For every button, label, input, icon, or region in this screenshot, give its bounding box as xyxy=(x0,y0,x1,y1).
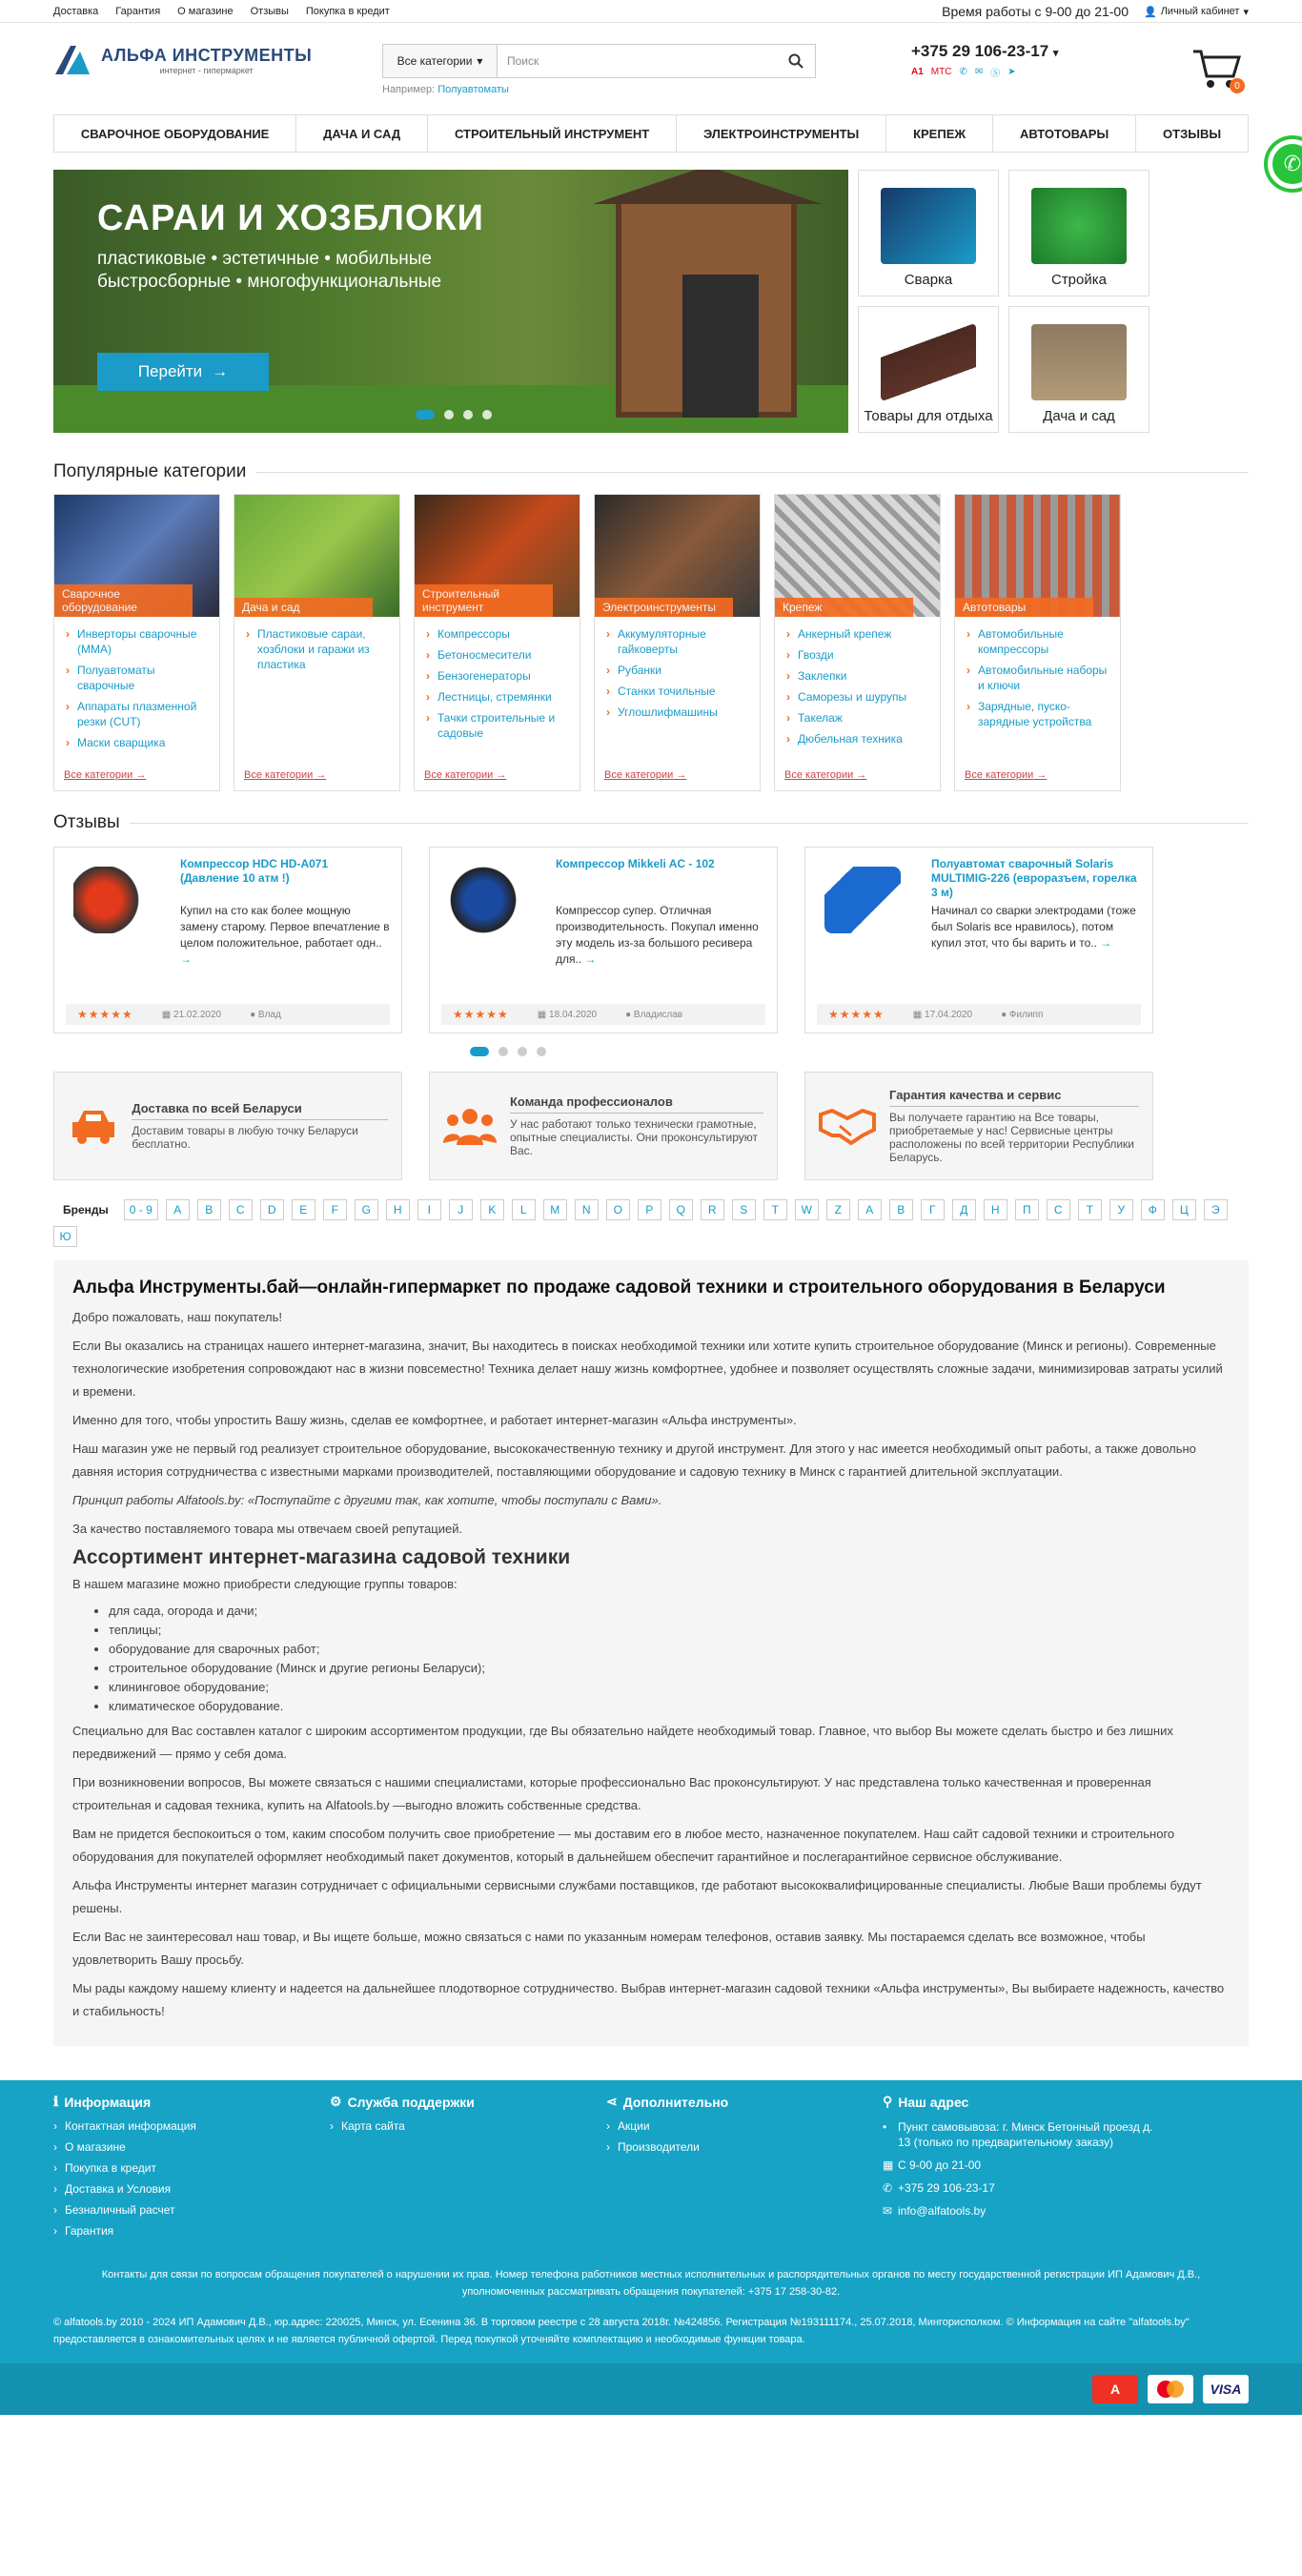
hero-banner[interactable] xyxy=(53,170,848,433)
footer-support: ⚙ Служба поддержки › Карта сайта xyxy=(330,2094,606,2245)
product-image[interactable] xyxy=(449,867,525,933)
footer-copyright: © alfatools.by 2010 - 2024 ИП Адамович Д.В., юр.адрес: 220025, Минск, ул. Есенина 36. В торговом реестре с 28 августа 2018г. №424856. Регистрация №193111174., 25.07.2018, Мингорисполком. © Информация на сайте "alfatools.by" предоставляется в ознакомительных целях и не является публичной офертой. Перед покупкой уточняйте комплектацию и необходимые функции товара. xyxy=(53,2317,1190,2345)
category-link[interactable]: › Аккумуляторные гайковерты xyxy=(606,626,748,657)
brand-letter[interactable]: J xyxy=(449,1199,473,1220)
cabinet-label: Личный кабинет xyxy=(1160,6,1240,17)
reviews-dots xyxy=(0,1047,1249,1056)
review-author: ● Филипп xyxy=(1001,1009,1044,1020)
list-item: • климатическое оборудование. xyxy=(109,1697,1230,1716)
seo-principle: Принцип работы Alfatools.by: «Поступайте с другими так, как хотите, чтобы поступали с Вами». xyxy=(72,1493,662,1507)
welding-machine-image xyxy=(881,188,976,264)
seo-paragraph: Специально для Вас составлен каталог с широким ассортиментом продукции, где Вы обязательно найдете необходимый товар. Главное, что выбор Вы можете сделать быстро и без лишних передвижений — прямо у себя дома. xyxy=(72,1724,1173,1761)
user-icon: ● xyxy=(625,1009,634,1020)
product-image[interactable] xyxy=(73,867,150,933)
category-link[interactable]: › Дюбельная техника xyxy=(786,731,928,746)
arrow-right-icon: → xyxy=(212,362,229,380)
brand-letter[interactable]: A xyxy=(166,1199,190,1220)
brand-letter[interactable]: C xyxy=(229,1199,253,1220)
footer-link[interactable]: › Производители xyxy=(606,2140,883,2154)
top-links xyxy=(53,6,390,17)
category-link[interactable]: › Заклепки xyxy=(786,668,928,684)
brand-letter[interactable]: Д xyxy=(952,1199,976,1220)
all-categories-link[interactable]: Все категории → xyxy=(965,769,1047,781)
arrow-right-icon[interactable]: → xyxy=(180,952,192,966)
chevron-down-icon: ▾ xyxy=(477,54,483,68)
category-card xyxy=(954,494,1121,791)
product-image[interactable] xyxy=(824,867,901,933)
footer-link[interactable]: › Покупка в кредит xyxy=(53,2161,330,2175)
feature-delivery xyxy=(53,1072,402,1180)
skype-icon[interactable]: Ⓢ xyxy=(990,69,1001,79)
review-text: Купил на сто как более мощную замену старому. Первое впечатление в целом положительное, работает одн.. xyxy=(180,904,390,950)
arrow-right-icon[interactable]: → xyxy=(1100,936,1112,950)
seo-subheading: Ассортимент интернет-магазина садовой техники xyxy=(72,1546,571,1568)
calendar-icon: ▦ xyxy=(912,1009,926,1020)
handshake-icon xyxy=(819,1097,876,1155)
all-categories-link[interactable]: Все категории → xyxy=(604,769,686,781)
brand-letter[interactable]: I xyxy=(417,1199,441,1220)
tile-label: Товары для отдыха xyxy=(864,408,993,424)
list-item: • теплицы; xyxy=(109,1621,1230,1640)
search-category-select[interactable] xyxy=(383,45,498,77)
seo-list xyxy=(109,1602,1230,1716)
car-icon xyxy=(68,1097,118,1155)
category-link[interactable]: › Углошлифмашины xyxy=(606,705,748,720)
phone-icon: ✆ xyxy=(1283,152,1302,175)
brand-letter[interactable]: H xyxy=(386,1199,410,1220)
user-icon: ● xyxy=(250,1009,258,1020)
seo-paragraph: Альфа Инструменты интернет магазин сотрудничает с официальными сервисными службами поставщиков, где работают высококвалифицированные специалисты. Любые Ваши проблемы будут решены. xyxy=(72,1878,1202,1915)
banner-go-button[interactable] xyxy=(97,353,269,391)
reviews-heading: Отзывы xyxy=(53,812,1249,833)
top-link-delivery[interactable]: Доставка xyxy=(53,6,99,17)
feature-desc: Доставим товары в любую точку Беларуси бесплатно. xyxy=(132,1124,358,1151)
search-button[interactable] xyxy=(777,45,815,77)
review-text: Начинал со сварки электродами (тоже был Solaris все нравилось), потом купил этот, что бы варить и то.. xyxy=(931,904,1136,950)
telegram-icon[interactable]: ➤ xyxy=(1007,67,1016,77)
seo-paragraph: Именно для того, чтобы упростить Вашу жизнь, сделав ее комфортнее, и работает интернет-магазин «Альфа инструменты». xyxy=(72,1413,797,1427)
review-date: ▦ 21.02.2020 xyxy=(161,1009,222,1020)
footer-link[interactable]: › Акции xyxy=(606,2119,883,2133)
category-card xyxy=(414,494,580,791)
category-link[interactable]: › Маски сварщика xyxy=(66,735,208,750)
header xyxy=(0,23,1302,114)
cart-button[interactable] xyxy=(1191,46,1249,93)
brand-letter[interactable]: L xyxy=(512,1199,536,1220)
brand-letter[interactable]: F xyxy=(323,1199,347,1220)
reviews-carousel xyxy=(53,847,1249,1033)
category-label[interactable]: Строительный инструмент xyxy=(415,584,553,617)
category-label[interactable]: Дача и сад xyxy=(234,598,373,617)
feature-desc: Вы получаете гарантию на Все товары, приобретаемые у нас! Сервисные центры расположены по всей территории Республики Беларусь. xyxy=(889,1111,1134,1164)
phone-item[interactable]: ✆ +375 29 106-23-17 xyxy=(883,2181,995,2195)
banner-dot[interactable] xyxy=(416,410,435,419)
category-link[interactable]: › Бетоносмесители xyxy=(426,647,568,663)
review-author: ● Владислав xyxy=(625,1009,683,1020)
search-hint-prefix: Например: xyxy=(382,84,436,95)
footer-link[interactable]: › О магазине xyxy=(53,2140,330,2154)
viber-icon[interactable]: ✆ xyxy=(959,67,967,77)
compressor-image xyxy=(1031,188,1127,264)
seo-paragraph: Добро пожаловать, наш покупатель! xyxy=(72,1310,282,1324)
category-image[interactable] xyxy=(955,495,1120,617)
footer-link[interactable]: › Гарантия xyxy=(53,2224,330,2238)
category-link[interactable]: › Тачки строительные и садовые xyxy=(426,710,568,741)
brand-letter[interactable]: С xyxy=(1047,1199,1070,1220)
brand-letter[interactable]: B xyxy=(197,1199,221,1220)
category-label[interactable]: Сварочное оборудование xyxy=(54,584,193,617)
map-marker-icon: ⚲ xyxy=(883,2094,893,2109)
brand-letter[interactable]: Н xyxy=(984,1199,1007,1220)
tile-leisure[interactable] xyxy=(858,306,999,433)
top-link-warranty[interactable]: Гарантия xyxy=(115,6,161,17)
tile-garden[interactable] xyxy=(1008,306,1149,433)
tile-construction[interactable] xyxy=(1008,170,1149,296)
feature-team xyxy=(429,1072,778,1180)
banner-dot[interactable] xyxy=(463,410,473,419)
category-card xyxy=(774,494,941,791)
working-hours: Время работы с 9-00 до 21-00 xyxy=(942,4,1129,19)
reviews-dot[interactable] xyxy=(470,1047,489,1056)
category-card xyxy=(594,494,761,791)
seo-paragraph: Наш магазин уже не первый год реализует строительное оборудование, высококачественную технику и другой инструмент. Для этого у нас имеется необходимый опыт работы, а также довольно давняя история сотрудничества с известными марками производителей, поставляющими оборудование и садовую технику в Минск с гарантией длительной эксплуатации. xyxy=(72,1441,1196,1479)
share-icon: ⋖ xyxy=(606,2094,618,2109)
nav-garden[interactable]: ДАЧА И САД xyxy=(296,115,428,152)
list-item: • строительное оборудование (Минск и другие регионы Беларуси); xyxy=(109,1659,1230,1678)
footer-link[interactable]: › Доставка и Условия xyxy=(53,2182,330,2196)
reviews-dot[interactable] xyxy=(537,1047,546,1056)
operator-a1: A1 xyxy=(911,67,924,77)
hours-item: ▦ С 9-00 до 21-00 xyxy=(883,2158,982,2172)
nav-power-tools[interactable]: ЭЛЕКТРОИНСТРУМЕНТЫ xyxy=(677,115,886,152)
brand-letter[interactable]: А xyxy=(858,1199,882,1220)
callback-button[interactable] xyxy=(1268,139,1302,189)
review-product-link[interactable]: Компрессор Mikkeli AC - 102 xyxy=(556,857,715,870)
review-card xyxy=(53,847,402,1033)
category-label[interactable]: Электроинструменты xyxy=(595,598,733,617)
feature-title: Команда профессионалов xyxy=(510,1094,763,1114)
email-icon: ✉ xyxy=(883,2204,893,2218)
brand-letter[interactable]: S xyxy=(732,1199,756,1220)
category-tiles xyxy=(858,170,1149,433)
brand-letter[interactable]: У xyxy=(1109,1199,1133,1220)
review-author: ● Влад xyxy=(250,1009,281,1020)
seo-text xyxy=(53,1260,1249,2046)
seo-paragraph: Вам не придется беспокоиться о том, каким способом получить свое приобретение — мы доставим его в любое место, назначенное покупателем. Наш сайт садовой техники и строительного оборудования для покупателей оформляет необходимый пакет документов, который в дальнейшем обеспечит гарантийное и послегарантийное сервисное обслуживание. xyxy=(72,1827,1175,1864)
rating-stars: ★★★★★ xyxy=(828,1008,885,1021)
reviews-dot[interactable] xyxy=(498,1047,508,1056)
top-link-about[interactable]: О магазине xyxy=(177,6,234,17)
brand-letter[interactable]: Ю xyxy=(53,1226,77,1247)
banner-go-label: Перейти xyxy=(137,362,203,380)
mastercard-icon xyxy=(1148,2375,1193,2403)
lounger-image xyxy=(881,324,976,400)
all-categories-link[interactable]: Все категории → xyxy=(244,769,326,781)
category-label[interactable]: Крепеж xyxy=(775,598,913,617)
features xyxy=(53,1072,1249,1180)
category-link[interactable]: › Гвозди xyxy=(786,647,928,663)
location-icon: • xyxy=(883,2120,887,2134)
nav-reviews[interactable]: ОТЗЫВЫ xyxy=(1163,126,1222,141)
seo-paragraph: Мы рады каждому нашему клиенту и надеется на дальнейшее плодотворное сотрудничество. Выбрав интернет-магазин садовой техники «Альфа инструменты», Вы выбираете надежность, качество и стабильность! xyxy=(72,1981,1225,2018)
tile-label: Дача и сад xyxy=(1043,408,1115,424)
reviews-dot[interactable] xyxy=(518,1047,527,1056)
category-link[interactable]: › Лестницы, стремянки xyxy=(426,689,568,705)
search-area xyxy=(382,44,816,95)
tile-label: Сварка xyxy=(904,272,953,288)
review-text: Компрессор супер. Отличная производительность. Покупал именно эту модель из-за большого ресивера для.. xyxy=(556,904,759,966)
cabinet-link[interactable] xyxy=(1144,6,1249,18)
category-link[interactable]: › Рубанки xyxy=(606,663,748,678)
nav-welding[interactable]: СВАРОЧНОЕ ОБОРУДОВАНИЕ xyxy=(54,115,296,152)
top-link-reviews[interactable]: Отзывы xyxy=(250,6,289,17)
all-categories-link[interactable]: Все категории → xyxy=(424,769,506,781)
review-card xyxy=(804,847,1153,1033)
category-link[interactable]: › Аппараты плазменной резки (CUT) xyxy=(66,699,208,729)
category-label[interactable]: Автотовары xyxy=(955,598,1093,617)
tile-label: Стройка xyxy=(1050,272,1107,288)
caret-down-icon: ▾ xyxy=(1243,6,1249,18)
banner-dot[interactable] xyxy=(444,410,454,419)
brand-letter[interactable]: Г xyxy=(921,1199,945,1220)
list-item: • оборудование для сварочных работ; xyxy=(109,1640,1230,1659)
feature-title: Доставка по всей Беларуси xyxy=(132,1101,388,1120)
feature-title: Гарантия качества и сервис xyxy=(889,1088,1139,1107)
review-date: ▦ 17.04.2020 xyxy=(912,1009,973,1020)
banner-title: САРАИ И ХОЗБЛОКИ xyxy=(97,198,484,238)
address-item: • Пункт самовывоза: г. Минск Бетонный проезд д. 13 (только по предварительному заказу) xyxy=(883,2120,1153,2149)
review-card xyxy=(429,847,778,1033)
brand-letter[interactable]: П xyxy=(1015,1199,1039,1220)
calendar-icon: ▦ xyxy=(537,1009,550,1020)
banner-line-2: быстросборные • многофункциональные xyxy=(97,272,442,292)
category-image[interactable] xyxy=(54,495,219,617)
list-item: • клининговое оборудование; xyxy=(109,1678,1230,1697)
feature-warranty xyxy=(804,1072,1153,1180)
phone-block xyxy=(911,42,1102,79)
category-image[interactable] xyxy=(234,495,399,617)
brand-letter[interactable]: P xyxy=(638,1199,661,1220)
category-link[interactable]: › Автомобильные наборы и ключи xyxy=(966,663,1109,693)
brand-letter[interactable]: Э xyxy=(1204,1199,1228,1220)
brand-letter[interactable]: В xyxy=(889,1199,913,1220)
all-categories-link[interactable]: Все категории → xyxy=(784,769,866,781)
brand-letter[interactable]: D xyxy=(260,1199,284,1220)
review-date: ▦ 18.04.2020 xyxy=(537,1009,598,1020)
footer-link[interactable]: › Контактная информация xyxy=(53,2119,330,2133)
calendar-icon: ▦ xyxy=(161,1009,174,1020)
email-item[interactable]: ✉ info@alfatools.by xyxy=(883,2204,987,2218)
list-item: • для сада, огорода и дачи; xyxy=(109,1602,1230,1621)
brand-letter[interactable]: O xyxy=(606,1199,630,1220)
brand-letter[interactable]: Ф xyxy=(1141,1199,1165,1220)
category-card xyxy=(234,494,400,791)
main-nav xyxy=(53,114,1249,153)
visa-icon: VISA xyxy=(1203,2375,1249,2403)
category-image[interactable] xyxy=(595,495,760,617)
footer-info: ℹ Информация › Контактная информация › О магазине › Покупка в кредит › Доставка и Условия › Безналичный расчет › Гарантия xyxy=(53,2094,330,2245)
top-link-credit[interactable]: Покупка в кредит xyxy=(305,6,390,17)
site-logo[interactable] xyxy=(53,44,330,76)
category-link[interactable]: › Полуавтоматы сварочные xyxy=(66,663,208,693)
chevron-down-icon[interactable]: ▾ xyxy=(1052,48,1059,59)
brand-letter[interactable]: E xyxy=(292,1199,315,1220)
logo-icon xyxy=(53,44,92,76)
footer-note: Контакты для связи по вопросам обращения покупателей о нарушении их прав. Номер телефона работников местных исполнительных и распорядительных органов по месту государственной регистрации ИП Адамович Д.В., уполномоченных рассматривать обращения покупателей: +375 17 258-30-82. xyxy=(101,2269,1201,2298)
logo-subtitle: интернет - гипермаркет xyxy=(159,65,254,75)
category-image[interactable] xyxy=(775,495,940,617)
banner-line-1: пластиковые • эстетичные • мобильные xyxy=(97,249,432,269)
cart-count: 0 xyxy=(1230,78,1245,93)
arrow-right-icon[interactable]: → xyxy=(584,952,597,966)
info-icon: ℹ xyxy=(53,2094,59,2109)
seo-paragraph: Если Вы оказались на страницах нашего интернет-магазина, значит, Вы находитесь в поисках необходимой техники или хотите купить строительное оборудование (Минск и регионы). Современные технологические изобретения сопровождают нас в жизни повсеместно! Техника делает нашу жизнь комфортнее, удобнее и позволяет осуществлять сложные задачи, минимизировав затраты усилий и времени. xyxy=(72,1339,1223,1399)
category-link[interactable]: › Саморезы и шурупы xyxy=(786,689,928,705)
review-product-link[interactable]: Полуавтомат сварочный Solaris MULTIMIG-226 (евроразъем, горелка 3 м) xyxy=(931,857,1137,899)
brand-letter[interactable]: Ц xyxy=(1172,1199,1196,1220)
popular-categories-heading: Популярные категории xyxy=(53,461,1249,482)
category-link[interactable]: › Зарядные, пуско-зарядные устройства xyxy=(966,699,1109,729)
category-link[interactable]: › Пластиковые сараи, хозблоки и гаражи из пластика xyxy=(246,626,388,672)
category-link[interactable]: › Бензогенераторы xyxy=(426,668,568,684)
feature-desc: У нас работают только технически грамотные, опытные специалисты. Они проконсультируют Вас. xyxy=(510,1117,759,1157)
user-icon: 👤 xyxy=(1144,6,1157,18)
category-link[interactable]: › Анкерный крепеж xyxy=(786,626,928,642)
brand-letter[interactable]: 0 - 9 xyxy=(124,1199,158,1220)
brand-letter[interactable]: R xyxy=(701,1199,724,1220)
tile-welding[interactable] xyxy=(858,170,999,296)
review-product-link[interactable]: Компрессор HDC HD-A071 (Давление 10 атм !) xyxy=(180,857,329,885)
garden-shed-image xyxy=(1031,324,1127,400)
seo-paragraph: Если Вас не заинтересовал наш товар, и Вы ищете больше, можно связаться с нами по указанным номерам телефонов, оставив заявку. Мы постараемся сделать все возможное, чтобы удовлетворить Вашу просьбу. xyxy=(72,1930,1146,1967)
logo-title: АЛЬФА ИНСТРУМЕНТЫ xyxy=(101,45,313,65)
email-icon[interactable]: ✉ xyxy=(974,67,984,77)
category-link[interactable]: › Такелаж xyxy=(786,710,928,726)
category-link[interactable]: › Компрессоры xyxy=(426,626,568,642)
banner-dots xyxy=(416,410,492,419)
seo-paragraph: За качество поставляемого товара мы отвечаем своей репутацией. xyxy=(72,1522,463,1536)
category-image[interactable] xyxy=(415,495,580,617)
category-link[interactable]: › Станки точильные xyxy=(606,684,748,699)
nav-fasteners[interactable]: КРЕПЕЖ xyxy=(886,115,993,152)
search-category-label: Все категории xyxy=(397,54,473,68)
category-card xyxy=(53,494,220,791)
brand-letter[interactable]: Т xyxy=(1078,1199,1102,1220)
operator-mts: МТС xyxy=(930,67,952,77)
popular-categories xyxy=(53,494,1249,791)
brand-letter[interactable]: W xyxy=(795,1199,819,1220)
rating-stars: ★★★★★ xyxy=(77,1008,133,1021)
brands-label: Бренды xyxy=(63,1203,109,1216)
seo-heading: Альфа Инструменты.бай—онлайн-гипермаркет по продаже садовой техники и строительного оборудования в Беларуси xyxy=(72,1278,1166,1298)
user-icon: ● xyxy=(1001,1009,1009,1020)
category-link[interactable]: › Автомобильные компрессоры xyxy=(966,626,1109,657)
brand-letter[interactable]: G xyxy=(355,1199,378,1220)
all-categories-link[interactable]: Все категории → xyxy=(64,769,146,781)
alfa-bank-icon: А xyxy=(1092,2375,1138,2403)
footer-link[interactable]: › Безналичный расчет xyxy=(53,2203,330,2217)
brand-letter[interactable]: K xyxy=(480,1199,504,1220)
brand-letter[interactable]: N xyxy=(575,1199,599,1220)
brand-letter[interactable]: M xyxy=(543,1199,567,1220)
top-bar xyxy=(0,0,1302,23)
brand-letter[interactable]: Q xyxy=(669,1199,693,1220)
nav-construction[interactable]: СТРОИТЕЛЬНЫЙ ИНСТРУМЕНТ xyxy=(428,115,677,152)
search-input[interactable]: Поиск xyxy=(507,54,539,68)
phone-icon: ✆ xyxy=(883,2181,893,2195)
brand-letter[interactable]: T xyxy=(763,1199,787,1220)
footer xyxy=(0,2080,1302,2415)
search-hint-link[interactable]: Полуавтоматы xyxy=(437,84,509,95)
gears-icon: ⚙ xyxy=(330,2094,342,2109)
brand-letter[interactable]: Z xyxy=(826,1199,850,1220)
seo-paragraph: При возникновении вопросов, Вы можете связаться с нашими специалистами, которые профессионально Вас проконсультируют. У нас представлена только качественная и проверенная строительная и садовая техника, купить на Alfatools.by —выгодно вложить собственные средства. xyxy=(72,1775,1151,1812)
search-icon xyxy=(788,53,804,69)
nav-auto[interactable]: АВТОТОВАРЫ xyxy=(993,115,1136,152)
rating-stars: ★★★★★ xyxy=(453,1008,509,1021)
footer-extra: ⋖ Дополнительно › Акции › Производители xyxy=(606,2094,883,2245)
category-link[interactable]: › Инверторы сварочные (MMA) xyxy=(66,626,208,657)
seo-paragraph: В нашем магазине можно приобрести следующие группы товаров: xyxy=(72,1577,458,1591)
calendar-icon: ▦ xyxy=(883,2158,894,2172)
payment-bar xyxy=(0,2363,1302,2415)
footer-link[interactable]: › Карта сайта xyxy=(330,2119,606,2133)
team-icon xyxy=(443,1097,497,1155)
banner-dot[interactable] xyxy=(482,410,492,419)
footer-address: ⚲ Наш адрес • Пункт самовывоза: г. Минск Бетонный проезд д. 13 (только по предварительному заказу) ▦ С 9-00 до 21-00 ✆ +375 29 106-23-17 ✉ info@alfatools.by xyxy=(883,2094,1159,2245)
phone-number[interactable]: +375 29 106-23-17 xyxy=(911,42,1049,60)
brands-index xyxy=(53,1199,1249,1247)
